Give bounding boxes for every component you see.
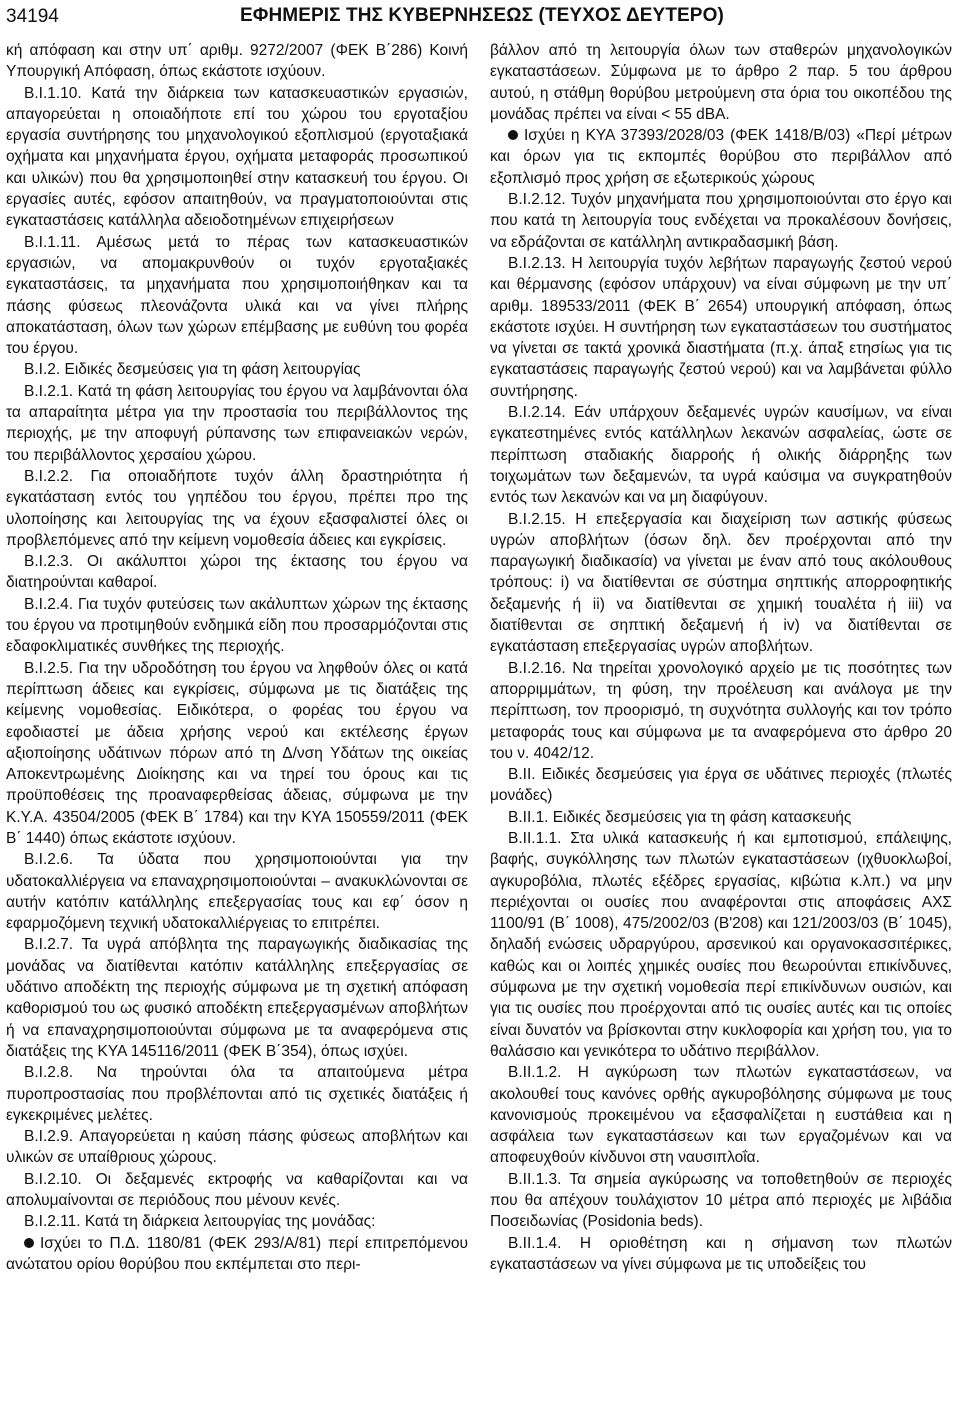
paragraph: Β.ΙΙ.1.3. Τα σημεία αγκύρωσης να τοποθετηθούν σε περιοχές που θα απέχουν τουλάχιστον 10 μέτρα από περιοχές με λιβάδια Ποσειδωνίας (Posidonia beds). (490, 1170, 952, 1231)
paragraph: βάλλον από τη λειτουργία όλων των σταθερών μηχανολογικών εγκαταστάσεων. Σύμφωνα με το άρθρο 2 παρ. 5 του άρθρου αυτού, η στάθμη θορύβου μετρούμενη στα όρια του οικοπέδου της μονάδας πρέπει να είναι < 55 dBA. (490, 42, 952, 123)
paragraph: Β.Ι.1.11. Αμέσως μετά το πέρας των κατασκευαστικών εργασιών, να απομακρυνθούν οι τυχόν εργοταξιακές εγκαταστάσεις, τα μηχανήματα που χρησιμοποιήθηκαν και τα πάσης φύσεως πλεονάζοντα υλικά και να γίνει πλήρης αποκατάσταση, όλων των χώρων επέμβασης με ευθύνη του φορέα του έργου. (6, 233, 468, 358)
paragraph: Β.Ι.1.10. Κατά την διάρκεια των κατασκευαστικών εργασιών, απαγορεύεται η οποιαδήποτε επί του χώρου του εργοταξίου εργασία συντήρησης του μηχανολογικού εξοπλισμού (εργοταξιακά οχήματα και μηχανήματα έργου, οχήματα μεταφοράς προσωπικού και υλικών) που θα χρησιμοποιηθεί στην κατασκευή του έργου. Οι εργασίες αυτές, εφόσον απαιτηθούν, να πραγματοποιούνται στις εγκαταστάσεις κατάλληλα αδειοδοτημένων επιχειρήσεων (6, 84, 468, 230)
paragraph: Β.Ι.2.1. Κατά τη φάση λειτουργίας του έργου να λαμβάνονται όλα τα απαραίτητα μέτρα για την προστασία του περιβάλλοντος της περιοχής, με την αποφυγή ρύπανσης των επιφανειακών νερών, του περιβάλλοντος χερσαίου χώρου. (6, 382, 468, 464)
paragraph: Β.Ι.2.6. Τα ύδατα που χρησιμοποιούνται για την υδατοκαλλιέργεια να επαναχρησιμοποιούνται – ανακυκλώνονται σε αυτήν κατόπιν κατάλληλης επεξεργασίας τους και εφ΄ όσον η εφαρμοζόμενη τεχνική υδατοκαλλιέργειας το επιτρέπει. (6, 851, 468, 933)
bullet-icon (24, 1238, 34, 1248)
paragraph: Β.Ι.2.2. Για οποιαδήποτε τυχόν άλλη δραστηριότητα ή εγκατάσταση εντός του γηπέδου του έργου, πρέπει πρo της υλοποίησης και λειτουργίας της να έχουν εξασφαλιστεί όλες οι προβλεπόμενες από την κείμενη νομοθεσία άδειες και εγκρίσεις. (6, 467, 468, 549)
paragraph: Β.Ι.2.15. Η επεξεργασία και διαχείριση των αστικής φύσεως υγρών αποβλήτων (όσων δηλ. δεν προέρχονται από την παραγωγική διαδικασία) να γίνεται με έναν από τους ακόλουθους τρόπους: i) να διατίθενται σε σύστημα σηπτικής απορροφητικής δεξαμενής ή ii) να διατίθενται σε χημική τουαλέτα ή iii) να διατίθενται σε σηπτική δεξαμενή ή iv) να διατίθενται σε εγκατάσταση επεξεργασίας υγρών αποβλήτων. (490, 510, 952, 656)
bullet-paragraph (6, 1233, 468, 1276)
paragraph: Β.Ι.2.3. Οι ακάλυπτοι χώροι της έκτασης του έργου να διατηρούνται καθαροί. (6, 553, 468, 592)
paragraph: Β.Ι.2.14. Εάν υπάρχουν δεξαμενές υγρών καυσίμων, να είναι εγκατεστημένες εντός κατάλληλων λεκανών ασφαλείας, ώστε σε περίπτωση σταδιακής διαρροής ή ολικής διάρρηξης των τοιχωμάτων των δεξαμενών, τα υγρά καύσιμα να συγκρατηθούν εντός των λεκανών και να μη διαφύγουν. (490, 404, 952, 507)
paragraph: Β.Ι.2.16. Να τηρείται χρονολογικό αρχείο με τις ποσότητες των απορριμμάτων, τη φύση, την προέλευση και ανάλογα με την περίπτωση, τον προορισμό, τη συχνότητα συλλογής και τον τρόπο μεταφοράς τους και σύμφωνα με τα αναφερόμενα στο άρθρο 20 του ν. 4042/12. (490, 659, 952, 762)
paragraph: Β.Ι.2.5. Για την υδροδότηση του έργου να ληφθούν όλες οι κατά περίπτωση άδειες και εγκρίσεις, σύμφωνα με τις διατάξεις της κείμενης νομοθεσίας. Ειδικότερα, ο φορέας του έργου να εφοδιαστεί με άδεια χρήσης νερού και εκτέλεσης έργων αξιοποίησης υδάτινων πόρων από τη Δ/νση Υδάτων της οικείας Αποκεντρωμένης Διοίκησης και να τηρεί του όρους και τις προϋποθέσεις της προαναφερθείσας άδειας, σύμφωνα με την Κ.Υ.Α. 43504/2005 (ΦΕΚ Β΄ 1784) και την ΚΥΑ 150559/2011 (ΦΕΚ Β΄ 1440) όπως εκάστοτε ισχύουν. (6, 659, 468, 847)
paragraph: Β.Ι.2.11. Κατά τη διάρκεια λειτουργίας της μονάδας: (24, 1213, 376, 1231)
bullet-icon (508, 130, 518, 140)
paragraph: Β.ΙΙ.1.2. Η αγκύρωση των πλωτών εγκαταστάσεων, να ακολουθεί τους κανόνες ορθής αγκυροβόλησης σύμφωνα με τους κανονισμούς προκειμένου να εξασφαλίζεται η ευστάθεια και η ασφάλεια των εγκαταστάσεων και των εργαζομένων και να αποφευχθούν κίνδυνοι στη ναυσιπλοΐα. (490, 1064, 952, 1167)
page-header (0, 0, 960, 40)
paragraph: Β.Ι.2.10. Οι δεξαμενές εκτροφής να καθαρίζονται και να απολυμαίνονται σε περιόδους που μένουν κενές. (6, 1170, 468, 1210)
gazette-title: ΕΦΗΜΕΡΙΣ ΤΗΣ ΚΥΒΕΡΝΗΣΕΩΣ (ΤΕΥΧΟΣ ΔΕΥΤΕΡΟ) (240, 5, 724, 26)
right-column (490, 40, 952, 1275)
section-heading: Β.ΙΙ.1. Ειδικές δεσμεύσεις για τη φάση κατασκευής (508, 808, 852, 826)
paragraph: Β.Ι.2.13. Η λειτουργία τυχόν λεβήτων παραγωγής ζεστού νερού και θέρμανσης (εφόσον υπάρχουν) να είναι σύμφωνη με την υπ΄ αριθμ. 189533/2011 (ΦΕΚ Β΄ 2654) υπουργική απόφαση, όπως εκάστοτε ισχύει. Η συντήρηση των εγκαταστάσεων του συστήματος να γίνεται σε τακτά χρονικά διαστήματα (π.χ. άπαξ ετησίως για τις εγκαταστάσεις παραγωγής ζεστού νερού) και να λαμβάνεται φύλλο συντήρησης. (490, 254, 952, 400)
left-column (6, 40, 468, 1275)
paragraph: κή απόφαση και στην υπ΄ αριθμ. 9272/2007 (ΦΕΚ Β΄286) Κοινή Υπουργική Απόφαση, όπως εκάστοτε ισχύουν. (6, 42, 468, 81)
paragraph: Β.Ι.2.8. Να τηρούνται όλα τα απαιτούμενα μέτρα πυροπροστασίας που προβλέπονται από τις σχετικές διατάξεις ή εγκεκριμένες μελέτες. (6, 1064, 468, 1124)
paragraph: Β.Ι.2.4. Για τυχόν φυτεύσεις των ακάλυπτων χώρων της έκτασης του έργου να προτιμηθούν ενδημικά είδη που προσαρμόζονται στις εδαφοκλιματικές συνθήκες της περιοχής. (6, 595, 468, 656)
section-heading: Β.Ι.2. Ειδικές δεσμεύσεις για τη φάση λειτουργίας (24, 361, 361, 379)
paragraph: Β.ΙΙ.1.4. Η οριοθέτηση και η σήμανση των πλωτών εγκαταστάσεων να γίνει σύμφωνα με τις υποδείξεις του (490, 1234, 952, 1273)
paragraph: Β.Ι.2.12. Τυχόν μηχανήματα που χρησιμοποιούνται στο έργο και που κατά τη λειτουργία τους ενδέχεται να προκαλέσουν δονήσεις, να εδράζονται σε κατάλληλη αντικραδασμική βάση. (490, 191, 952, 251)
bullet-text: Ισχύει η ΚΥΑ 37393/2028/03 (ΦΕΚ 1418/Β/03) «Περί μέτρων και όρων για τις εκπομπές θορύβου στο περιβάλλον από εξοπλισμό προς χρήση σε εξωτερικούς χώρους (490, 127, 952, 187)
bullet-text: Ισχύει το Π.Δ. 1180/81 (ΦΕΚ 293/Α/81) περί επιτρεπόμενου ανώτατου ορίου θορύβου που εκπέμπεται στο περι- (6, 1234, 468, 1273)
paragraph: Β.ΙΙ.1.1. Στα υλικά κατασκευής ή και εμποτισμού, επάλειψης, βαφής, συγκόλλησης των πλωτών εγκαταστάσεων (ιχθυοκλωβοί, αγκυροβόλια, πλωτές εξέδρες εργασίας, κιβώτια κ.λπ.) να μην περιέχονται οι ουσίες που αναφέρονται στις αποφάσεις ΑΧΣ 1100/91 (Β΄ 1008), 475/2002/03 (Β'208) και 121/2003/03 (Β΄ 1045), δηλαδή ενώσεις υδραργύρου, αρσενικού και οργανοκασσιτέρικες, καθώς και οι λοιπές χημικές ουσίες που θεωρούνται επικίνδυνες, σύμφωνα με την σχετική νομοθεσία περί επικίνδυνων ουσιών, και για τις ουσίες που προέρχονται από τις ουσίες αυτές και τις οποίες είναι δυνατόν να βρίσκονται στην κυκλοφορία και χρήση του, για το θαλάσσιο και γενικότερα το υδάτινο περιβάλλον. (490, 829, 952, 1060)
page-number: 34194 (6, 6, 59, 27)
paragraph: Β.Ι.2.9. Απαγορεύεται η καύση πάσης φύσεως αποβλήτων και υλικών σε υπαίθριους χώρους. (6, 1128, 468, 1167)
section-heading: Β.ΙΙ. Ειδικές δεσμεύσεις για έργα σε υδάτινες περιοχές (πλωτές μονάδες) (490, 766, 952, 805)
bullet-paragraph (490, 125, 952, 189)
paragraph: Β.Ι.2.7. Τα υγρά απόβλητα της παραγωγικής διαδικασίας της μονάδας να διατίθενται κατόπιν κατάλληλης επεξεργασίας σε υδάτινο αποδέκτη της περιοχής σύμφωνα με τη σχετική απόφαση καθορισμού του ως φυσικό αποδέκτη επεξεργασμένων αποβλήτων ή να επαναχρησιμοποιούνται σύμφωνα με τα αναφερόμενα στις διατάξεις της ΚΥΑ 145116/2011 (ΦΕΚ Β΄354), όπως ισχύει. (6, 936, 468, 1060)
